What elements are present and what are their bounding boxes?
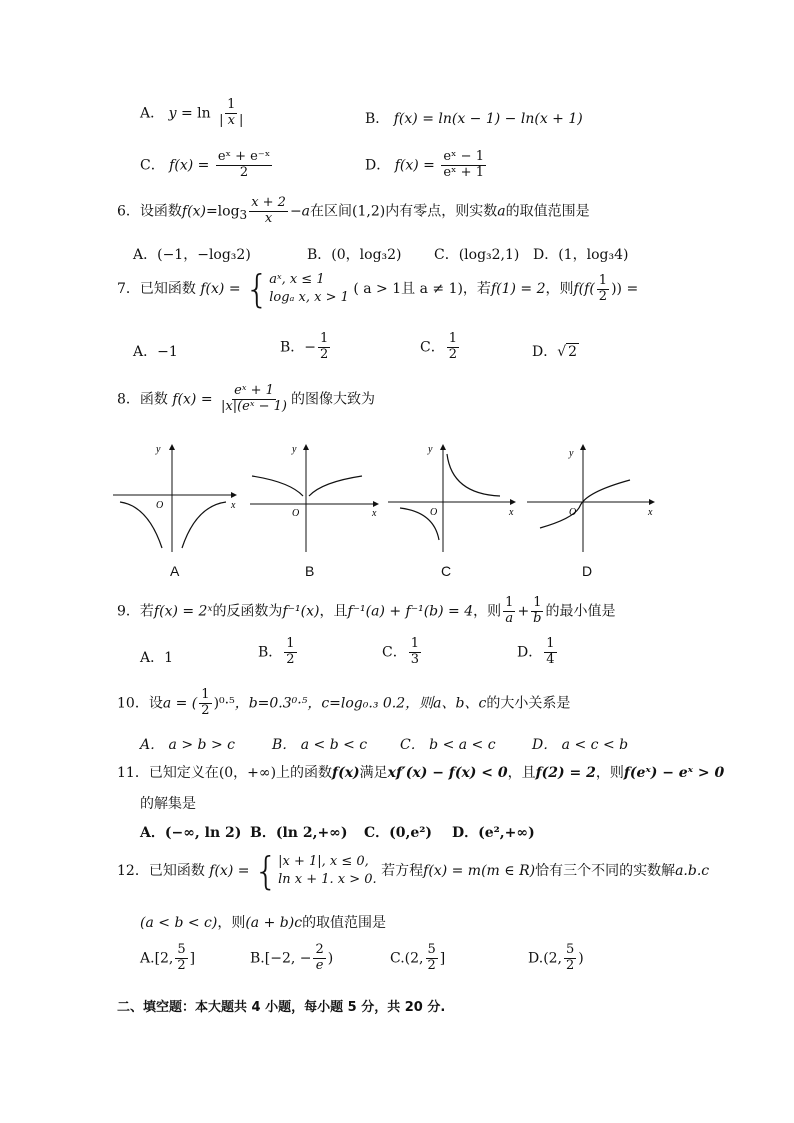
q5-c-den: 2 [239, 164, 249, 180]
q7-ff: f(f( [573, 281, 595, 297]
graph-a-x-label: x [231, 500, 236, 511]
q5-d-label: D． [365, 157, 391, 174]
q12-option-a [140, 943, 195, 974]
q9-d-num: 1 [546, 636, 555, 651]
q10-stem-b: 的大小关系是 [486, 695, 571, 712]
q12-line2-a: (a < b < c) [140, 915, 218, 931]
q7-c-label: C． [420, 339, 445, 356]
q12-option-d [528, 943, 584, 974]
q11-ineq: f(eˣ) − eˣ > 0 [623, 765, 725, 781]
q5-a-den: | x | [219, 112, 244, 128]
q12-d-fraction [564, 943, 576, 974]
q7-then: ，则 [545, 281, 574, 297]
q7-cond: ( a > 1且 a ≠ 1)，若 [353, 281, 491, 297]
graph-d-origin: O [569, 507, 577, 518]
q9-fx: f(x) = 2ˣ [153, 603, 213, 620]
q12-b-num: 2 [315, 942, 324, 957]
q7-c-num: 1 [448, 331, 457, 346]
graph-a-origin: O [156, 500, 164, 511]
q5-a-lhs: y = [168, 105, 193, 122]
q12-c-fraction [426, 943, 438, 974]
q11-stem-end: 的解集是 [140, 796, 196, 812]
q12-c-right: ] [439, 950, 446, 967]
q6-option-a: A．(−1，−log₃2) [133, 247, 251, 263]
graph-c-x-label: x [509, 507, 514, 518]
q7-option-a: A．−1 [133, 344, 178, 360]
graph-a-curve-right [182, 502, 226, 548]
q12-c-left: (2, [404, 950, 424, 967]
q8-stem [117, 384, 375, 415]
q12-stem-c: 恰有三个不同的实数解 [535, 863, 676, 879]
q10-a-num: 1 [201, 687, 210, 702]
q5-d-num: eˣ − 1 [443, 149, 484, 164]
q11-stem-b: 满足 [359, 765, 388, 781]
q11-stem-d: ，则 [595, 765, 624, 781]
graph-b-x-label: x [372, 508, 377, 519]
q12-a-right: ] [189, 950, 196, 967]
q6-a-var: a [497, 203, 506, 220]
q9-option-a: A．1 [140, 650, 174, 666]
q12-a-left: [2, [154, 950, 174, 967]
graph-label-b: B [305, 563, 315, 579]
q5-d-fraction [441, 150, 486, 181]
q12-expr: (a + b)c [245, 915, 303, 931]
q9-stem [117, 596, 616, 627]
q12-c-den: 2 [427, 957, 436, 973]
q12-d-right: ) [578, 950, 584, 967]
q10-option-b: B． a < b < c [272, 737, 368, 753]
q7-case2: logₐ x, x > 1 [269, 290, 349, 305]
q10-a-exp: )⁰·⁵ [213, 695, 235, 712]
q9-stem-e: 的最小值是 [545, 603, 616, 620]
q6-stem-c: 的取值范围是 [505, 203, 590, 220]
q12-c-label: C. [390, 950, 405, 967]
q9-plus: + [517, 603, 530, 620]
q6-den: x [264, 210, 273, 226]
q11-f2: f(2) = 2 [535, 765, 596, 781]
q12-stem-b: 若方程 [381, 863, 424, 879]
q9-c-den: 3 [410, 651, 419, 667]
q11-option-c: C．(0,e²) [364, 825, 433, 841]
q9-b-num: 1 [286, 636, 295, 651]
q5-option-d [365, 150, 488, 181]
q6-eq: =log [205, 203, 240, 220]
q5-c-fraction [216, 150, 272, 181]
q11-fx: f(x) [332, 765, 360, 781]
q9-c-label: C． [382, 644, 407, 661]
q7-stem [117, 267, 639, 311]
q6-stem [117, 196, 590, 227]
q6-option-b: B．(0，log₃2) [307, 247, 402, 263]
q10-vars: a、b、c [433, 695, 487, 712]
graph-c [388, 444, 515, 552]
q12-b-left: [−2, − [264, 950, 312, 967]
q9-c-num: 1 [410, 636, 419, 651]
q12-b-right: ) [327, 950, 334, 967]
q11-option-a: A．(−∞, ln 2) [140, 825, 242, 841]
q7-b-num: 1 [320, 331, 329, 346]
q5-c-label: C． [140, 157, 165, 174]
q7-case1: aˣ, x ≤ 1 [269, 272, 325, 288]
sqrt-icon: √ [557, 344, 567, 360]
q8-graphs [0, 440, 794, 590]
q9-fb-den: b [533, 610, 542, 626]
q7-b-den: 2 [320, 346, 329, 362]
q5-c-lhs: f(x) = [169, 157, 210, 174]
q12-option-b [250, 943, 333, 974]
graph-b [250, 444, 378, 552]
q12-stem-a: 12．已知函数 [117, 863, 205, 879]
graph-a [113, 444, 236, 552]
graph-label-a: A [170, 563, 180, 579]
q9-stem-b: 的反函数为 [212, 603, 283, 620]
q8-fx: f(x) = [172, 391, 213, 408]
q8-stem-b: 的图像大致为 [291, 391, 375, 408]
graph-b-origin: O [292, 508, 300, 519]
section2-title: 二、填空题：本大题共 4 小题，每小题 5 分，共 20 分. [117, 1000, 446, 1015]
q12-a-fraction [175, 943, 187, 974]
q6-num: x + 2 [251, 195, 286, 210]
q9-stem-c: ，且 [319, 603, 348, 620]
q5-b-label: B． [365, 111, 390, 127]
q5-a-fraction [217, 98, 245, 129]
q7-d-label: D． [532, 344, 558, 360]
q7-half [597, 274, 609, 305]
q9-d-den: 4 [546, 651, 555, 667]
q12-brace-icon: { [253, 849, 279, 893]
q5-b-expr: f(x) = ln(x − 1) − ln(x + 1) [393, 111, 583, 127]
q5-d-den: eˣ + 1 [443, 164, 484, 180]
q9-frac-a [503, 596, 515, 627]
q7-d-val: 2 [568, 344, 578, 360]
q12-a-den: 2 [177, 957, 186, 973]
q6-option-d: D．(1，log₃4) [533, 247, 629, 263]
q7-half-num: 1 [598, 272, 608, 288]
q7-f1: f(1) = 2 [490, 281, 546, 297]
q10-option-d: D． a < c < b [532, 737, 629, 753]
q12-d-den: 2 [566, 957, 575, 973]
q6-fx: f(x) [181, 203, 206, 220]
q9-fb-num: 1 [533, 595, 542, 610]
q10-option-c: C． b < a < c [400, 737, 496, 753]
q7-ff-end: )) = [611, 281, 639, 297]
q8-num: eˣ + 1 [234, 383, 274, 398]
q9-option-c [382, 637, 423, 668]
q11-cond: xf′(x) − f(x) < 0 [387, 765, 508, 781]
q9-stem-a: 9．若 [117, 603, 154, 620]
graph-label-c: C [441, 563, 452, 579]
q9-sum: f⁻¹(a) + f⁻¹(b) = 4 [347, 603, 474, 620]
q5-option-a [140, 98, 247, 129]
q9-option-d [517, 637, 559, 668]
q9-fa-den: a [505, 610, 514, 626]
q10-stem [117, 688, 570, 719]
q5-option-c [140, 150, 274, 181]
q12-abc: a.b.c [675, 863, 710, 879]
graph-c-curve-right [447, 454, 500, 496]
q6-option-c: C．(log₃2,1) [434, 247, 520, 263]
q10-a-eq: a = ( [162, 695, 198, 712]
q7-b-fraction [318, 332, 330, 363]
graph-c-y-label: y [428, 444, 433, 455]
q12-a-label: A. [140, 950, 155, 967]
graph-b-curve-left [252, 476, 303, 496]
q5-a-ln: ln [197, 105, 211, 122]
graph-d-x-label: x [648, 507, 653, 518]
graph-b-curve-right [309, 476, 362, 496]
q10-stem-a: 10．设 [117, 695, 163, 712]
q7-stem-a: 7．已知函数 [117, 281, 196, 297]
q8-den: |x|(eˣ − 1) [221, 398, 287, 414]
q9-frac-b [531, 596, 543, 627]
q5-a-num: 1 [227, 97, 236, 112]
q12-d-label: D. [528, 950, 544, 967]
q9-b-fraction [284, 637, 296, 668]
q9-d-fraction [544, 637, 556, 668]
q10-option-a: A． a > b > c [140, 737, 235, 753]
q7-half-den: 2 [598, 288, 608, 304]
q9-c-fraction [409, 637, 421, 668]
q8-fraction [219, 384, 289, 415]
q8-stem-a: 8．函数 [117, 391, 168, 408]
graph-b-y-label: y [292, 444, 297, 455]
q11-stem-c: ，且 [507, 765, 536, 781]
q12-case2: ln x + 1. x > 0. [278, 872, 377, 887]
q12-b-label: B. [250, 950, 265, 967]
q7-c-den: 2 [448, 346, 457, 362]
q12-fx: f(x) = [209, 863, 250, 879]
q12-d-left: (2, [543, 950, 563, 967]
q9-option-b [258, 637, 299, 668]
q7-b-label: B．− [280, 339, 317, 356]
q11-stem-a: 11．已知定义在(0，+∞)上的函数 [117, 765, 333, 781]
q10-b-part: ，b=0.3⁰·⁵，c=log₀.₃ 0.2，则 [234, 695, 434, 712]
q5-option-b [365, 108, 583, 128]
q7-brace-icon: { [245, 267, 270, 311]
q12-b-fraction [313, 943, 325, 974]
q12-line2 [140, 912, 386, 932]
q9-d-label: D． [517, 644, 543, 661]
q12-c-num: 5 [427, 942, 436, 957]
graph-label-d: D [582, 563, 593, 579]
q11-option-b: B．(ln 2,+∞) [250, 825, 348, 841]
q6-minus-a: −a [289, 203, 311, 220]
q9-finv: f⁻¹(x) [282, 603, 320, 620]
q9-fa-num: 1 [505, 595, 514, 610]
q12-stem [117, 849, 710, 893]
q11-option-d: D．(e²,+∞) [452, 825, 535, 841]
q7-fx: f(x) = [200, 281, 241, 297]
q12-eqn: f(x) = m(m ∈ R) [423, 863, 536, 879]
q12-option-c [390, 943, 445, 974]
q12-case1: |x + 1|, x ≤ 0, [278, 854, 369, 870]
q12-line2-c: 的取值范围是 [302, 915, 387, 931]
q6-stem-b: 在区间(1,2)内有零点，则实数 [310, 203, 498, 220]
q12-a-num: 5 [177, 942, 186, 957]
q5-d-lhs: f(x) = [394, 157, 435, 174]
q7-c-fraction [447, 332, 459, 363]
q12-b-den: e [315, 957, 324, 973]
q10-a-fraction [199, 688, 211, 719]
q11-stem [117, 762, 724, 782]
graph-a-y-label: y [156, 444, 161, 455]
graph-d-y-label: y [569, 448, 574, 459]
q6-stem-a: 6．设函数 [117, 203, 182, 220]
q12-d-num: 5 [566, 942, 575, 957]
q10-a-den: 2 [201, 702, 210, 718]
q7-option-d [532, 341, 579, 361]
q12-line2-b: ，则 [217, 915, 246, 931]
q7-cases [269, 271, 349, 306]
q7-option-c [420, 332, 461, 363]
q5-c-num: eˣ + e⁻ˣ [217, 149, 271, 164]
q6-fraction [249, 196, 288, 227]
q9-stem-d: ，则 [473, 603, 502, 620]
q9-b-den: 2 [286, 651, 295, 667]
graph-c-origin: O [430, 507, 438, 518]
q6-log-base: 3 [239, 208, 248, 223]
q9-b-label: B． [258, 644, 283, 661]
q7-option-b [280, 332, 332, 363]
graph-d-curve [540, 480, 630, 528]
q5-a-label: A． [140, 105, 165, 122]
graph-d [527, 445, 654, 552]
q12-cases [278, 853, 377, 888]
